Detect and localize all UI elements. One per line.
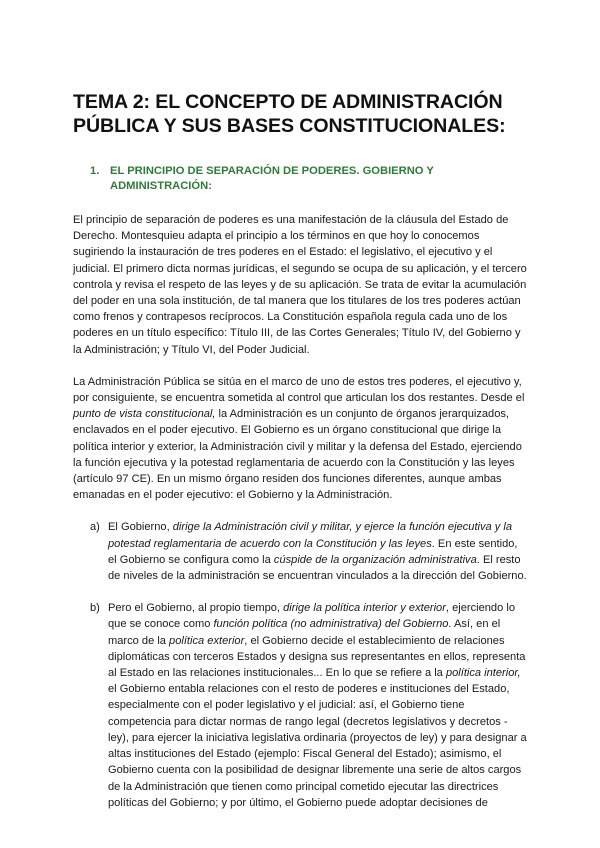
section-heading-text [110,164,528,194]
paragraph-line: La Administración Pública se sitúa en el marco de uno de estos tres poderes, el ejecutivo y, [73,375,522,388]
paragraph-line [108,552,528,568]
paragraph-text: , ejerciendo lo [445,602,515,615]
paragraph-line: especialmente con el poder legislativo y el judicial: así, el Gobierno tiene [108,699,465,712]
section-heading-line: ADMINISTRACIÓN: [110,180,212,192]
document-title [73,90,528,138]
paragraph-line [108,616,528,632]
list-item-body [108,519,528,584]
paragraph-text: el Gobierno se configura como la [108,553,274,566]
list-item-a [73,519,528,584]
paragraph-line [108,519,528,535]
paragraph-line: ley), para ejercer la iniciativa legislativa ordinaria (proyectos de ley) y para designar a [108,731,527,744]
paragraph-line [73,406,528,422]
paragraph-line: por consiguiente, se encuentra sometida al control que articulan los dos restantes. Desde el [73,392,525,405]
emphasis-text: potestad reglamentaria de acuerdo con la Constitución y las leyes [108,537,432,550]
paragraph-text: . En este sentido, [431,537,518,550]
paragraph-separation-of-powers [73,212,528,358]
paragraph-line: emanadas en el poder ejecutivo: el Gobierno y la Administración. [73,489,393,502]
list-item-body [108,600,528,811]
section-heading-line: EL PRINCIPIO DE SEPARACIÓN DE PODERES. GOBIERNO Y [110,165,434,177]
paragraph-line: diplomáticas con terceros Estados y designa sus representantes en ellos, representa [108,650,526,663]
paragraph-text: la Administración es un conjunto de órganos jerarquizados, [215,408,510,421]
paragraph-public-administration [73,374,528,504]
list-item-label: b) [90,602,100,615]
list-item-label: a) [90,521,100,534]
paragraph-line [108,633,528,649]
paragraph-line [108,665,528,681]
paragraph-line: como frenos y contrapesos recíprocos. La Constitución española regula cada uno de los [73,311,508,324]
paragraph-text: , el Gobierno decide el establecimiento de relaciones [244,634,505,647]
emphasis-text: dirige la política interior y exterior [283,602,446,615]
emphasis-text: punto de vista constitucional, [73,408,216,421]
paragraph-text: . El resto [476,553,521,566]
paragraph-line: de la Administración que tienen como principal cometido ejecutar las directrices [108,780,499,793]
paragraph-line [108,600,528,616]
paragraph-line: enclavados en el poder ejecutivo. El Gobierno es un órgano constitucional que dirige la [73,424,502,437]
emphasis-text: política exterior [169,634,245,647]
paragraph-line: El principio de separación de poderes es una manifestación de la cláusula del Estado de [73,214,509,226]
paragraph-line: Gobierno cuenta con la posibilidad de designar libremente una serie de altos cargos [108,764,522,777]
list-item-b [73,600,528,811]
paragraph-line: (artículo 97 CE). En un mismo órgano residen dos funciones diferentes, aunque ambas [73,473,502,486]
emphasis-text: política interior, [445,667,521,680]
paragraph-line: políticas del Gobierno; y por último, el Gobierno puede adoptar decisiones de [108,796,488,809]
paragraph-text: Pero el Gobierno, al propio tiempo, [108,602,284,615]
paragraph-line: controla y revisa el respeto de las leyes y de su aplicación. Se trata de evitar la acumulación [73,278,527,291]
paragraph-line: el Gobierno entabla relaciones con el resto de poderes e instituciones del Estado, [108,683,510,696]
emphasis-text: función política (no administrativa) del Gobierno [213,618,449,631]
paragraph-line: política interior y exterior, la Administración civil y militar y la defensa del Estado, ejerciendo [73,440,522,453]
paragraph-text: que se conoce como [108,618,214,631]
paragraph-line: la Administración; y Título VI, del Poder Judicial. [73,343,310,356]
title-line: PÚBLICA Y SUS BASES CONSTITUCIONALES: [73,115,506,137]
paragraph-line: la función ejecutiva y la potestad reglamentaria de acuerdo con la Constitución y las leyes [73,456,515,469]
paragraph-text: El Gobierno, [108,521,173,534]
paragraph-line: de niveles de la administración se encuentran vinculados a la dirección del Gobierno. [108,570,527,583]
paragraph-line: del poder en una sola institución, de tal manera que los titulares de los tres poderes actúan [73,295,521,308]
emphasis-text: cúspide de la organización administrativa [273,553,477,566]
paragraph-text: . Así, en el [448,618,501,631]
paragraph-text: marco de la [108,634,170,647]
paragraph-text: al Estado en las relaciones institucionales... En lo que se refiere a la [108,667,446,680]
paragraph-line: poderes en un título específico: Título III, de las Cortes Generales; Título IV, del Gobierno y [73,327,521,340]
section-number: 1. [90,165,100,177]
paragraph-line: Derecho. Montesquieu adapta el principio a los términos en que hoy lo conocemos [73,230,480,243]
section-heading [73,164,528,194]
paragraph-line [108,536,528,552]
paragraph-line: competencia para dictar normas de rango legal (decretos legislativos y decretos - [108,715,508,728]
paragraph-line: judicial. El primero dicta normas jurídicas, el segundo se ocupa de su aplicación, y el tercero [73,262,527,275]
paragraph-line: sugiriendo la instauración de tres poderes en el Estado: el legislativo, el ejecutivo y el [73,246,493,259]
title-line: TEMA 2: EL CONCEPTO DE ADMINISTRACIÓN [73,91,503,113]
emphasis-text: dirige la Administración civil y militar, y ejerce la función ejecutiva y la [172,521,513,534]
paragraph-line: altas instituciones del Estado (ejemplo: Fiscal General del Estado); asimismo, el [108,748,502,761]
